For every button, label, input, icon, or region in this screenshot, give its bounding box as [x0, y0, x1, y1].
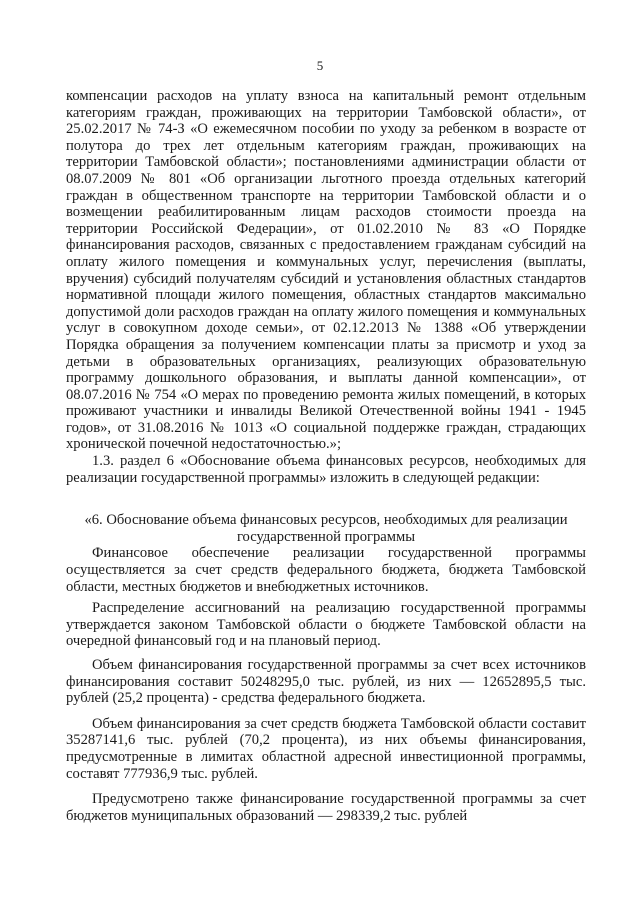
- section-6-heading: «6. Обоснование объема финансовых ресурсов, необходимых для реализации государственной программы: [84, 512, 568, 545]
- paragraph-regional-budget: Объем финансирования за счет средств бюджета Тамбовской области составит 35287141,6 тыс. рублей (70,2 процента), из них объемы финансирования, предусмотренные в лимитах областной адресной инвестиционной программы, составят 777936,9 тыс. рублей.: [66, 715, 586, 782]
- paragraph-allocation: Распределение ассигнований на реализацию государственной программы утверждается законом Тамбовской области о бюджете Тамбовской области на очередной финансовый год и на плановый период.: [66, 600, 586, 650]
- paragraph-legal-references: компенсации расходов на уплату взноса на капитальный ремонт отдельным категориям граждан, проживающих на территории Тамбовской области», от 25.02.2017 № 74-З «О ежемесячном пособии по уходу за ребенком в возрасте от полутора до трех лет отдельным категориям граждан, проживающих на территории Тамбовской области»; постановлениями администрации области от 08.07.2009 № 801 «Об организации льготного проезда отдельных категорий граждан в общественном транспорте на территории Тамбовской области и о возмещении реабилитированным лицам расходов стоимости проезда на территории Российской Федерации», от 01.02.2010 № 83 «О Порядке финансирования расходов, связанных с предоставлением гражданам субсидий на оплату жилого помещения и коммунальных услуг, перечисления (выплаты, вручения) субсидий получателям субсидий и установления областных стандартов нормативной площади жилого помещения, областных стандартов максимально допустимой доли расходов граждан на оплату жилого помещения и коммунальных услуг в совокупном доходе семьи», от 02.12.2013 № 1388 «Об утверждении Порядка обращения за получением компенсации платы за присмотр и уход за детьми в образовательных организациях, реализующих образовательную программу дошкольного образования, и выплаты данной компенсации», от 08.07.2016 № 754 «О мерах по проведению ремонта жилых помещений, в которых проживают участники и инвалиды Великой Отечественной войны 1941 - 1945 годов», от 31.08.2016 № 1013 «О социальной поддержке граждан, страдающих хронической почечной недостаточностью.»;: [66, 88, 586, 453]
- paragraph-financing-sources: Финансовое обеспечение реализации государственной программы осуществляется за счет средств федерального бюджета, бюджета Тамбовской области, местных бюджетов и внебюджетных источников.: [66, 545, 586, 595]
- page-number: 5: [316, 58, 324, 73]
- paragraph-total-financing: Объем финансирования государственной программы за счет всех источников финансирования составит 50248295,0 тыс. рублей, из них — 12652895,5 тыс. рублей (25,2 процента) - средства федерального бюджета.: [66, 657, 586, 707]
- paragraph-amendment-section-6: 1.3. раздел 6 «Обоснование объема финансовых ресурсов, необходимых для реализации государственной программы» изложить в следующей редакции:: [66, 453, 586, 486]
- paragraph-municipal-budgets: Предусмотрено также финансирование государственной программы за счет бюджетов муниципальных образований — 298339,2 тыс. рублей: [66, 791, 586, 824]
- document-body: [66, 88, 586, 824]
